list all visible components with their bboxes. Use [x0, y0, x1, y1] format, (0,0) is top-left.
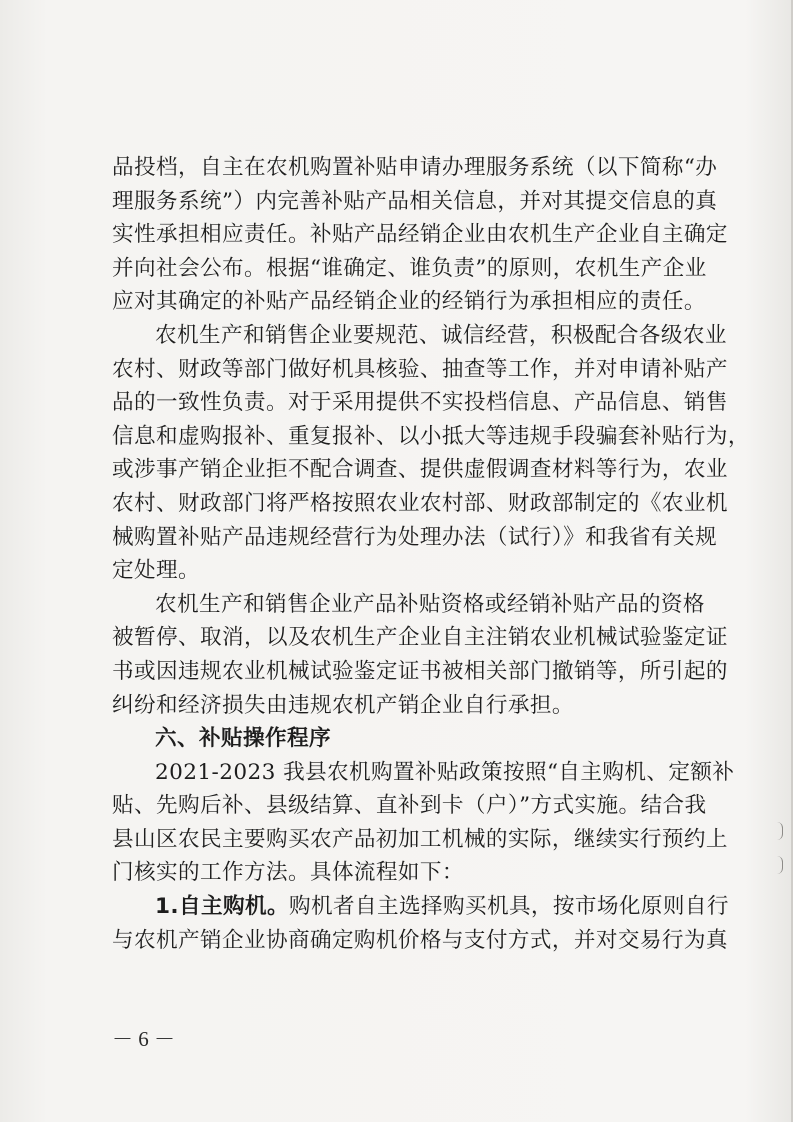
text-line: 实性承担相应责任。补贴产品经销企业由农机生产企业自主确定	[112, 222, 728, 248]
section-heading: 六、补贴操作程序	[155, 726, 331, 752]
text-line: 书或因违规农业机械试验鉴定证书被相关部门撤销等，所引起的	[112, 658, 728, 684]
text-line: 品投档，自主在农机购置补贴申请办理服务系统（以下简称“办	[112, 155, 718, 180]
text-line: 应对其确定的补贴产品经销企业的经销行为承担相应的责任。	[112, 289, 706, 315]
text-line: 门核实的工作方法。具体流程如下：	[112, 860, 464, 886]
text-line: 贴、先购后补、县级结算、直补到卡（户）”方式实施。结合我	[112, 793, 707, 819]
text-line: 农村、财政等部门做好机具核验、抽查等工作，并对申请补贴产	[112, 356, 728, 382]
text-line: 2021-2023 我县农机购置补贴政策按照“自主购机、定额补	[155, 759, 735, 785]
text-line: 农村、财政部门将严格按照农业农村部、财政部制定的《农业机	[112, 490, 728, 516]
binding-mark	[777, 856, 783, 874]
page-number: － 6 －	[112, 1027, 175, 1051]
text-line	[112, 890, 729, 924]
text-line: 定处理。	[112, 558, 200, 584]
text-line: 并向社会公布。根据“谁确定、谁负责”的原则，农机生产企业	[112, 255, 707, 281]
document-body	[112, 151, 750, 957]
text-line: 或涉事产销企业拒不配合调查、提供虚假调查材料等行为，农业	[112, 457, 728, 483]
step-text: 购机者自主选择购买机具，按市场化原则自行	[289, 894, 729, 920]
text-line: 被暂停、取消，以及农机生产企业自主注销农业机械试验鉴定证	[112, 625, 728, 651]
text-line: 与农机产销企业协商确定购机价格与支付方式，并对交易行为真	[112, 927, 728, 953]
text-line: 纠纷和经济损失由违规农机产销企业自行承担。	[112, 692, 574, 718]
text-line: 械购置补贴产品违规经营行为处理办法（试行）》和我省有关规	[112, 524, 718, 550]
text-line: 农机生产和销售企业要规范、诚信经营，积极配合各级农业	[155, 322, 727, 348]
text-line: 理服务系统”）内完善补贴产品相关信息，并对其提交信息的真	[112, 188, 718, 214]
text-line: 县山区农民主要购买农产品初加工机械的实际，继续实行预约上	[112, 826, 728, 852]
binding-mark	[777, 822, 783, 840]
text-line: 信息和虚购报补、重复报补、以小抵大等违规手段骗套补贴行为，	[112, 423, 750, 449]
text-line: 农机生产和销售企业产品补贴资格或经销补贴产品的资格	[155, 591, 705, 617]
text-line: 品的一致性负责。对于采用提供不实投档信息、产品信息、销售	[112, 390, 728, 416]
step-title: 1.自主购机。	[155, 894, 289, 920]
